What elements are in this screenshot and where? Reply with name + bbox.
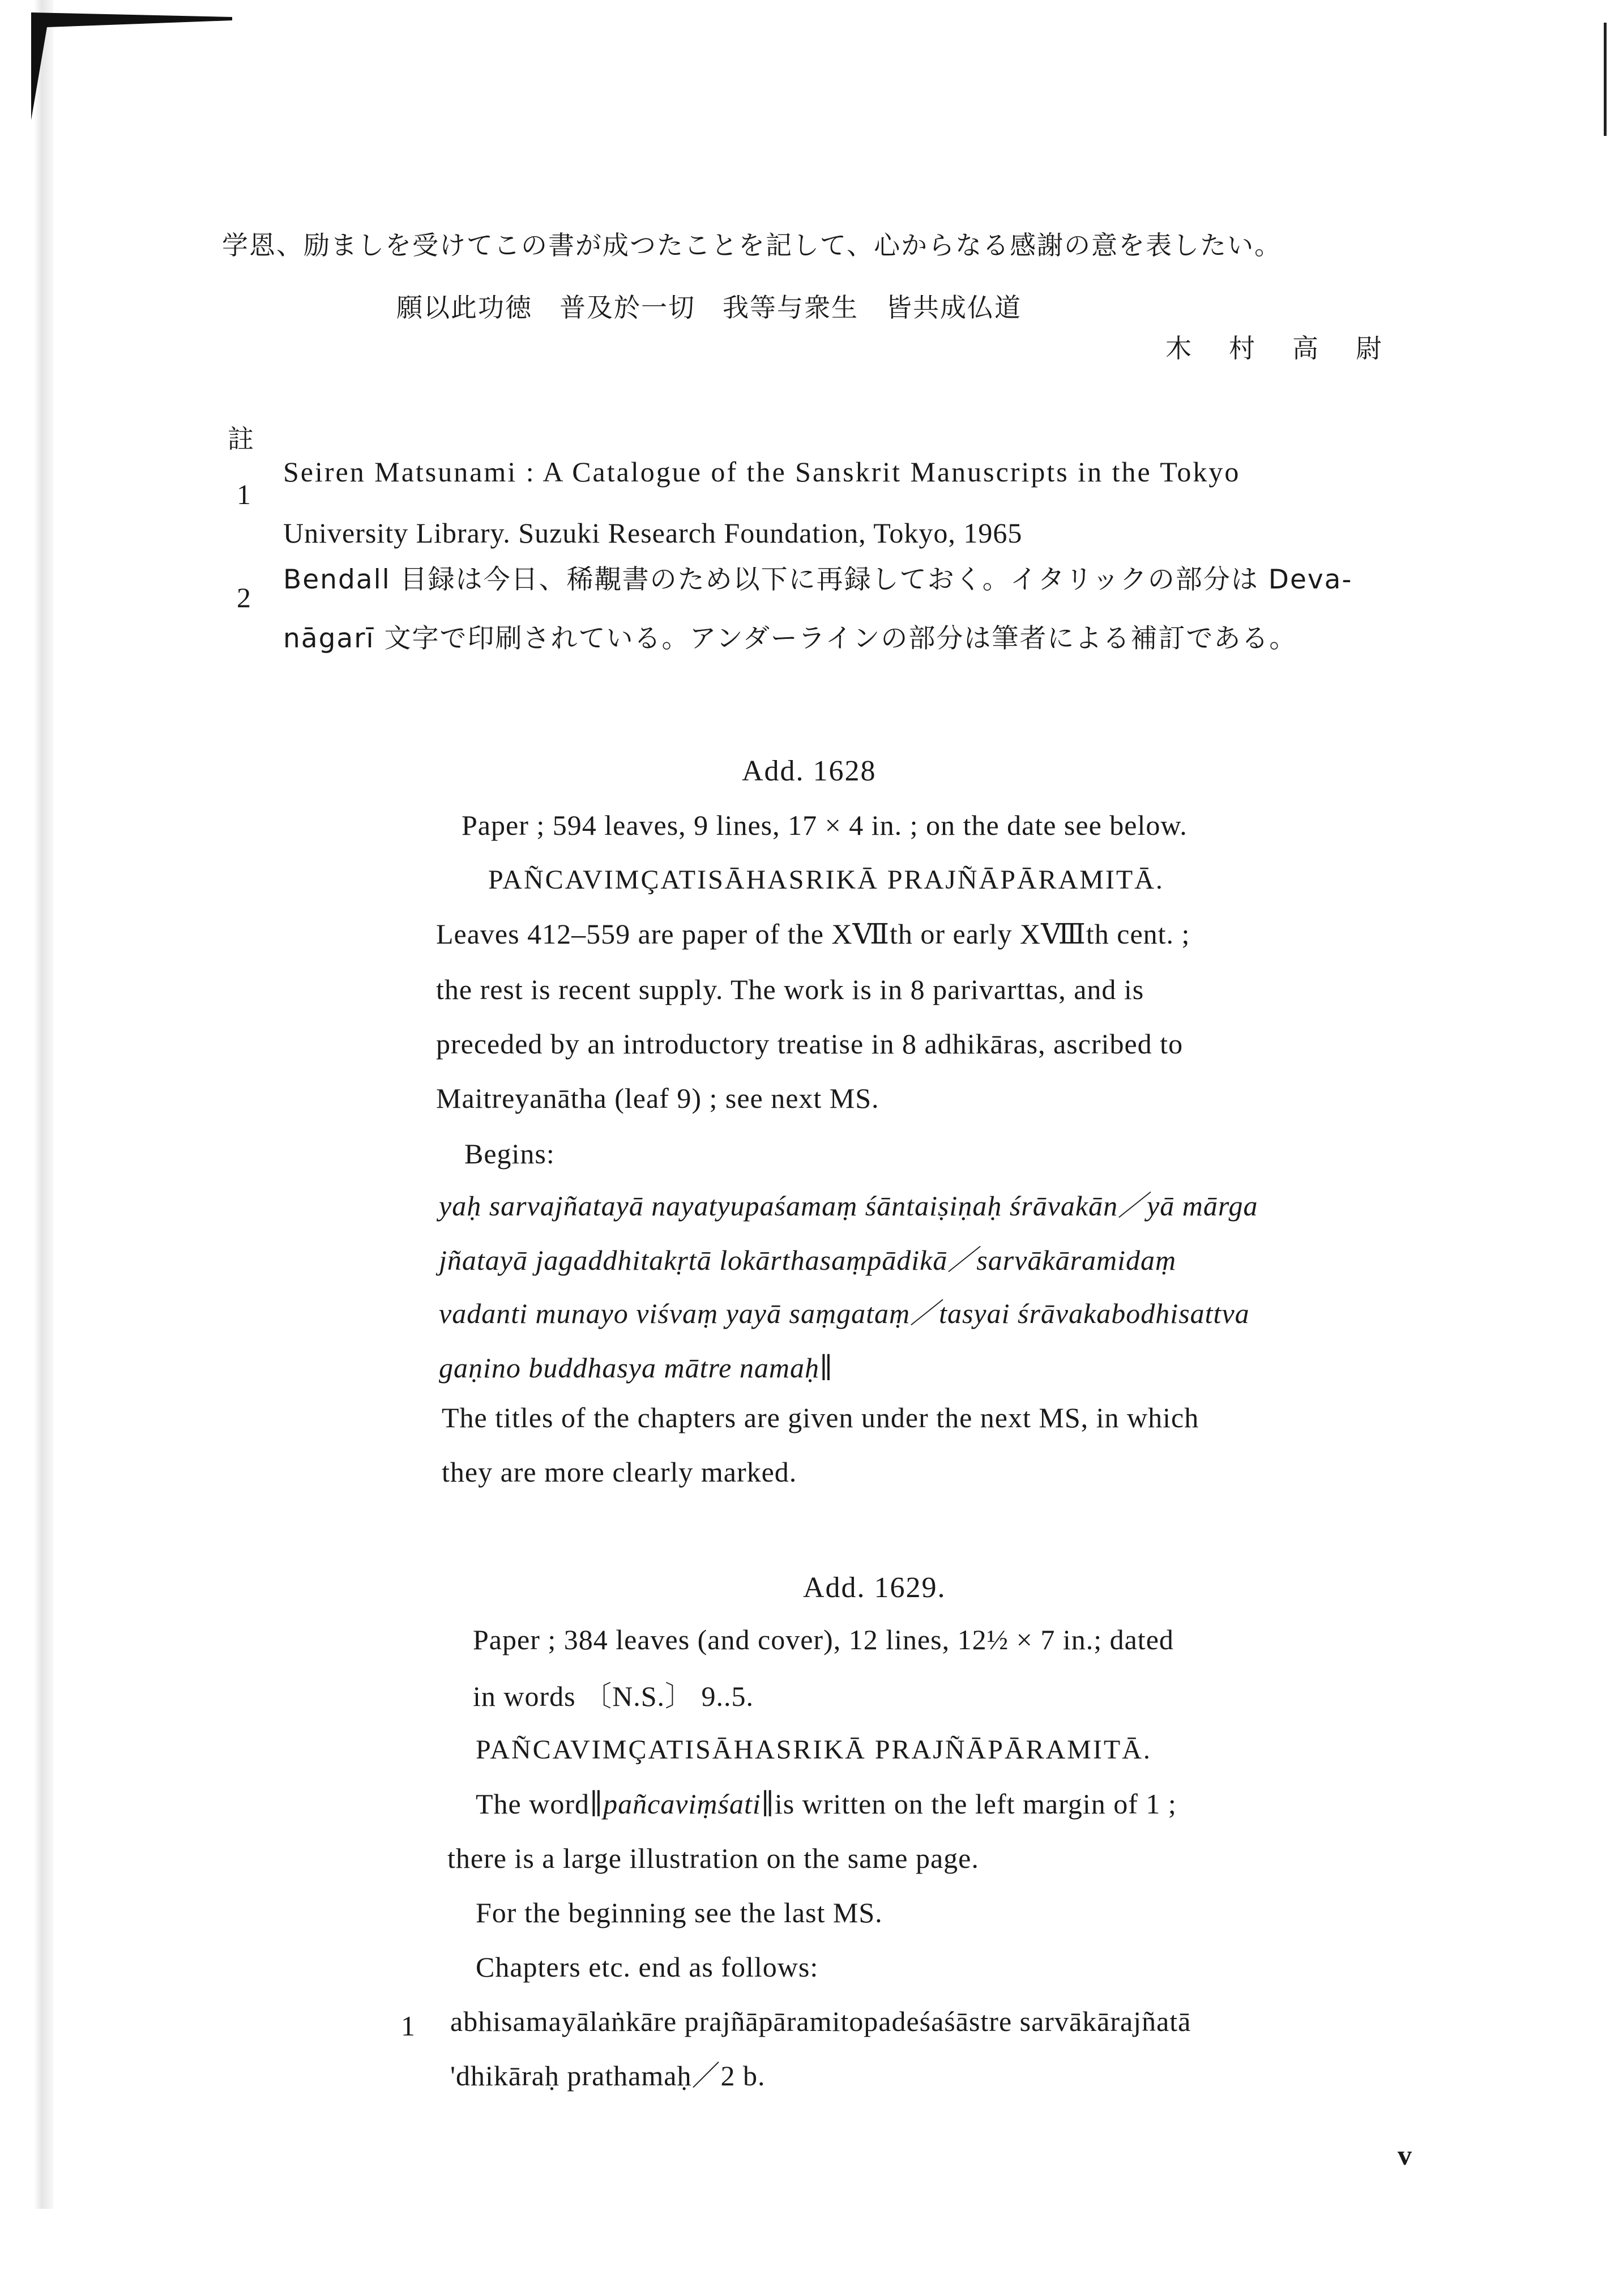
entry-description: in words 〔N.S.〕 9..5. — [473, 1680, 754, 1712]
entry-description: Paper ; 594 leaves, 9 lines, 17 × 4 in. ; on the date see below. — [462, 809, 1188, 841]
entry-body-line: The titles of the chapters are given under the next MS, in which — [442, 1402, 1199, 1433]
word-note-prefix: The word — [476, 1788, 590, 1820]
note-text-line: Bendall 目録は今日、稀覯書のため以下に再録しておく。イタリックの部分は Deva- — [283, 564, 1353, 595]
note-number: 1 — [237, 479, 251, 510]
entry-body-line: For the beginning see the last MS. — [476, 1897, 883, 1928]
word-note-italic: ∥pañcaviṃśati∥ — [590, 1788, 775, 1820]
note-text-line: nāgarī 文字で印刷されている。アンダーラインの部分は筆者による補訂である。 — [283, 623, 1297, 654]
note-text-line: University Library. Suzuki Research Foundation, Tokyo, 1965 — [283, 517, 1023, 549]
entry-body-line: there is a large illustration on the same page. — [447, 1842, 979, 1874]
entry-title: PAÑCAVIMÇATISĀHASRIKĀ PRAJÑĀPĀRAMITĀ. — [488, 865, 1164, 895]
scan-margin-line — [1604, 23, 1607, 136]
sanskrit-line: jñatayā jagaddhitakṛtā lokārthasaṃpādikā／sarvākāramidaṃ — [439, 1244, 1177, 1276]
chapter-text-line: 'dhikāraḥ prathamaḥ／2 b. — [450, 2060, 766, 2092]
entry-heading: Add. 1628 — [742, 755, 877, 787]
preface-author: 木 村 高 尉 — [1165, 333, 1387, 364]
entry-body-line — [476, 1790, 1177, 1818]
entry-title: PAÑCAVIMÇATISĀHASRIKĀ PRAJÑĀPĀRAMITĀ. — [476, 1735, 1152, 1765]
chapter-number: 1 — [401, 2010, 416, 2042]
entry-body-line: they are more clearly marked. — [442, 1456, 797, 1488]
preface-verse: 願以此功徳 普及於一切 我等与衆生 皆共成仏道 — [396, 292, 1022, 323]
chapter-text-line: abhisamayālaṅkāre prajñāpāramitopadeśaśāstre sarvākārajñatā — [450, 2005, 1191, 2037]
entry-body-line: the rest is recent supply. The work is in 8 parivarttas, and is — [436, 974, 1144, 1005]
word-note-suffix: is written on the left margin of 1 ; — [774, 1788, 1177, 1820]
sanskrit-line: vadanti munayo viśvaṃ yayā saṃgataṃ／tasyai śrāvakabodhisattva — [439, 1298, 1250, 1329]
entry-body-line: Chapters etc. end as follows: — [476, 1951, 819, 1983]
begins-label: Begins: — [464, 1138, 555, 1170]
scan-page-edge — [34, 0, 53, 2209]
sanskrit-line: gaṇino buddhasya mātre namaḥ∥ — [439, 1352, 834, 1384]
entry-body-line: preceded by an introductory treatise in 8 adhikāras, ascribed to — [436, 1028, 1184, 1060]
note-text-line: Seiren Matsunami : A Catalogue of the Sanskrit Manuscripts in the Tokyo — [283, 456, 1241, 488]
notes-heading: 註 — [228, 424, 255, 454]
entry-heading: Add. 1629. — [803, 1572, 946, 1604]
entry-body-line: Leaves 412–559 are paper of the XⅦth or early XⅧth cent. ; — [436, 918, 1190, 950]
sanskrit-line: yaḥ sarvajñatayā nayatyupaśamaṃ śāntaiṣiṇaḥ śrāvakān／yā mārga — [439, 1190, 1258, 1222]
entry-description: Paper ; 384 leaves (and cover), 12 lines, 12½ × 7 in.; dated — [473, 1624, 1174, 1655]
scan-corner-mark — [31, 12, 235, 120]
page-number: v — [1398, 2139, 1412, 2171]
preface-line: 学恩、励ましを受けてこの書が成つたことを記して、心からなる感謝の意を表したい。 — [222, 230, 1282, 261]
entry-body-line: Maitreyanātha (leaf 9) ; see next MS. — [436, 1082, 879, 1114]
note-number: 2 — [237, 582, 251, 613]
